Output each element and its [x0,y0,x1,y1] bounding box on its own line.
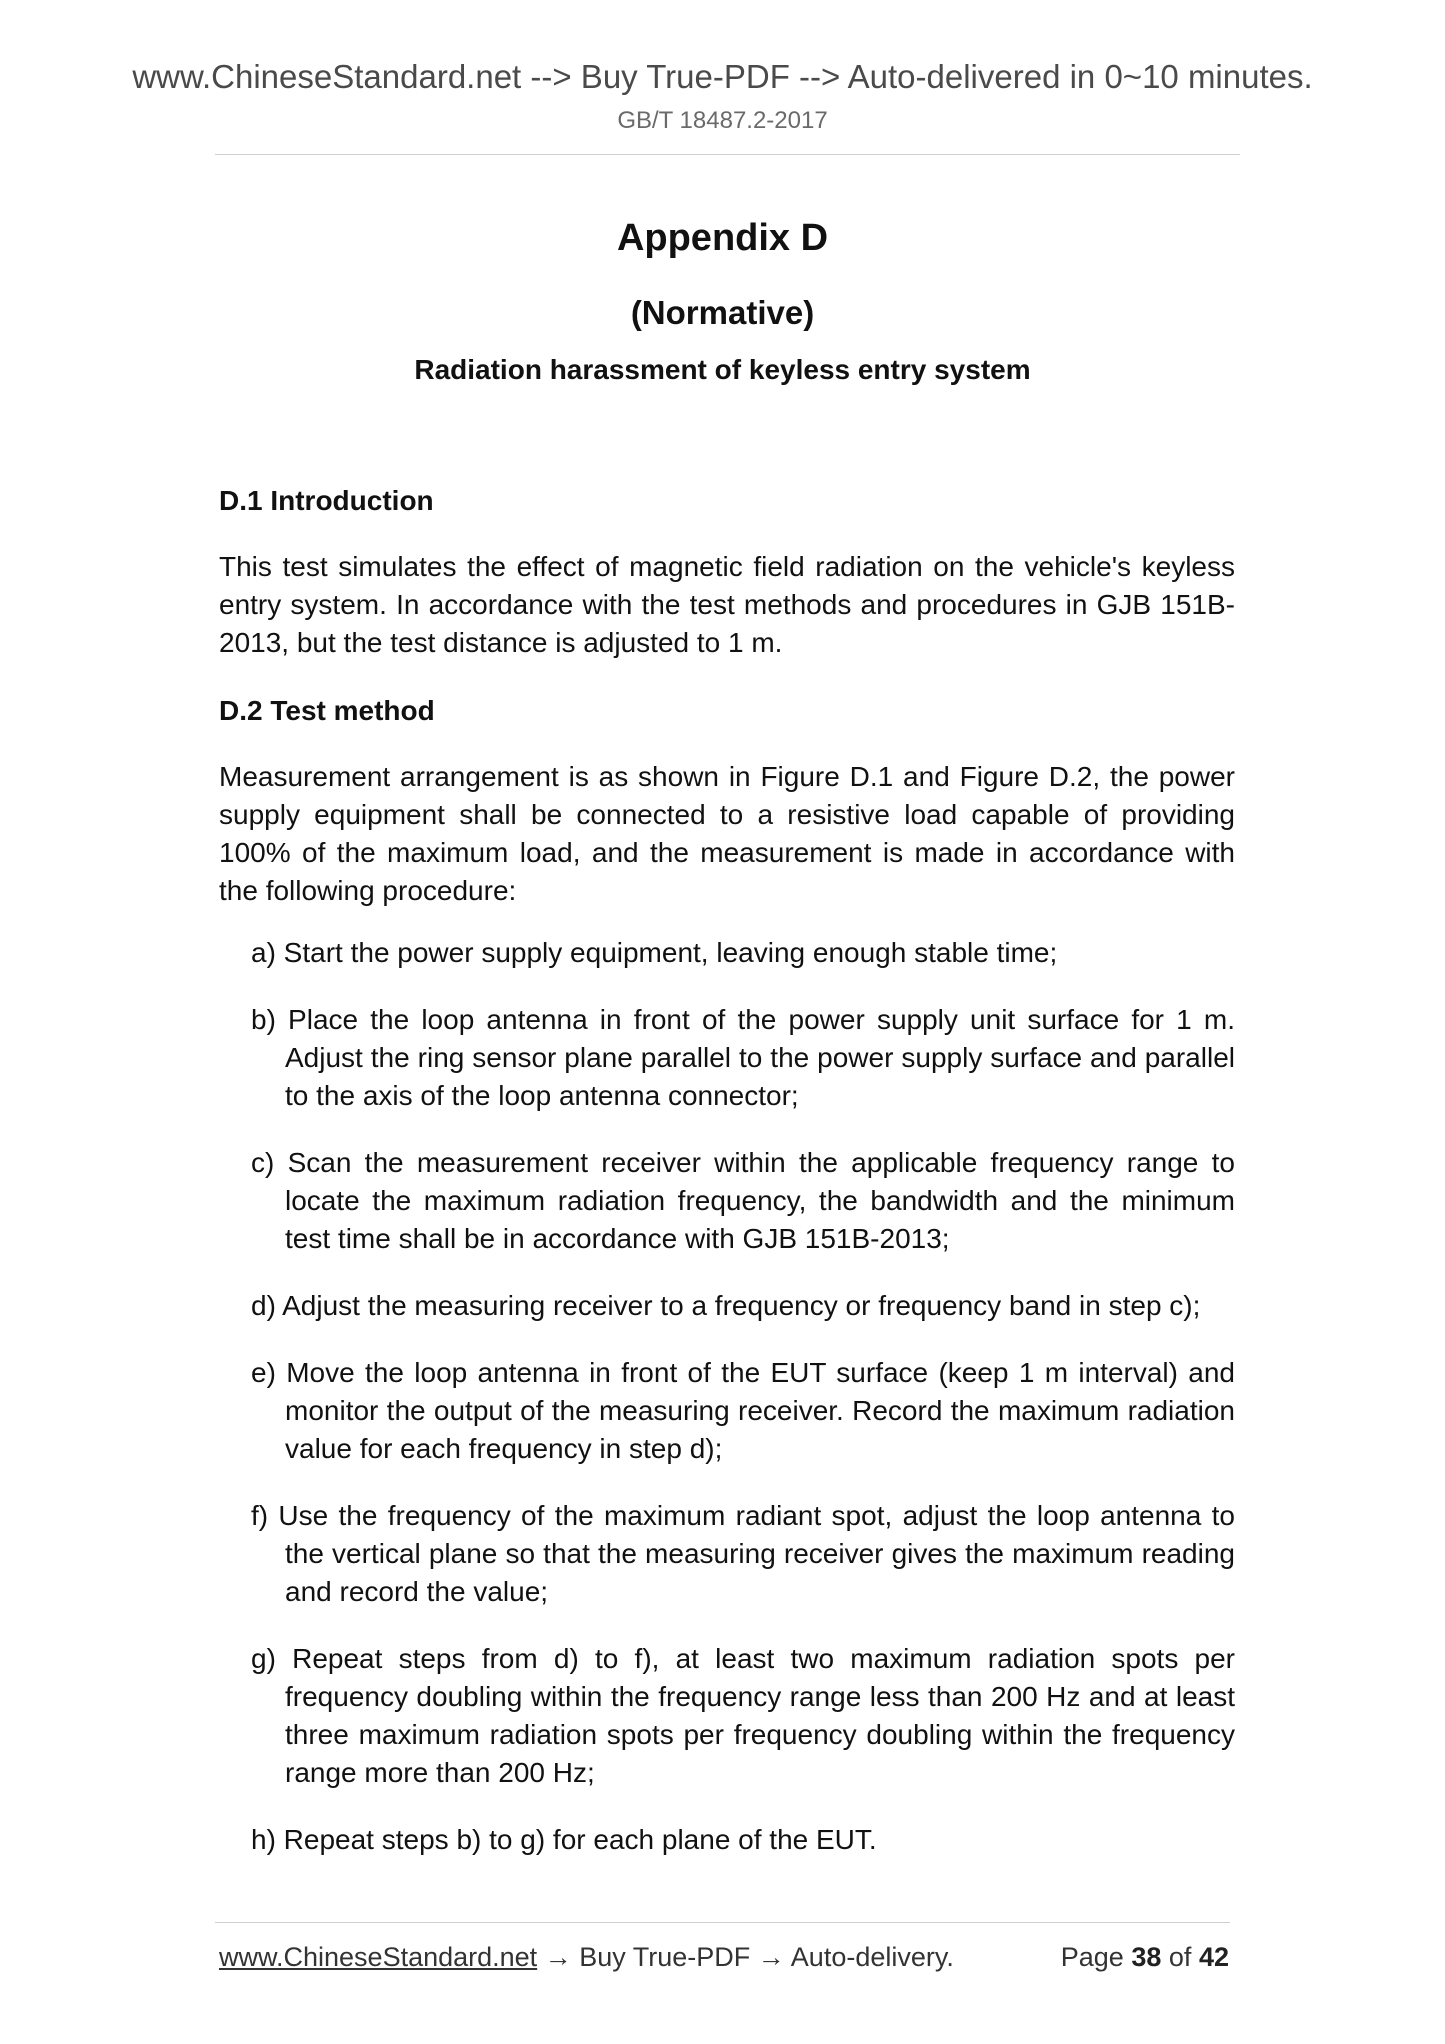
footer-site-link[interactable]: www.ChineseStandard.net [219,1942,538,1972]
footer-divider [215,1922,1230,1923]
of-word: of [1168,1942,1192,1972]
header-divider [215,154,1240,155]
section-heading-d2: D.2 Test method [219,695,435,726]
list-item: a) Start the power supply equipment, leaving enough stable time; [251,937,1058,968]
appendix-subtitle: Radiation harassment of keyless entry system [414,354,1031,385]
main-content [219,482,1235,1859]
arrow-right-icon: → [757,1942,785,1972]
appendix-title: Appendix D [616,217,829,259]
d1-paragraph: This test simulates the effect of magnetic field radiation on the vehicle's keyless entry system. In accordance with the test methods and procedures in GJB 151B-2013, but the test distance is adjusted to 1 m. [219,551,1235,658]
list-item: e) Move the loop antenna in front of the EUT surface (keep 1 m interval) and monitor the output of the measuring receiver. Record the maximum radiation value for each frequency in step d); [251,1357,1235,1464]
page-word: Page [1060,1942,1124,1972]
current-page: 38 [1131,1942,1162,1972]
arrow-right-icon: → [544,1942,572,1972]
footer-buy-text: Buy True-PDF [579,1942,751,1972]
footer-promo [219,1940,954,1974]
list-item: f) Use the frequency of the maximum radiant spot, adjust the loop antenna to the vertical plane so that the measuring receiver gives the maximum reading and record the value; [251,1500,1235,1607]
d2-intro-paragraph: Measurement arrangement is as shown in Figure D.1 and Figure D.2, the power supply equipment shall be connected to a resistive load capable of providing 100% of the maximum load, and the measurement is made in accordance with the following procedure: [219,761,1235,906]
procedure-list [219,934,1235,1859]
list-item: h) Repeat steps b) to g) for each plane of the EUT. [251,1824,877,1855]
list-item: c) Scan the measurement receiver within the applicable frequency range to locate the maximum radiation frequency, the bandwidth and the minimum test time shall be in accordance with GJB 151B-2013; [251,1147,1235,1254]
normative-label: (Normative) [630,294,815,331]
section-heading-d1: D.1 Introduction [219,485,434,516]
list-item: b) Place the loop antenna in front of the power supply unit surface for 1 m. Adjust the ring sensor plane parallel to the power supply surface and parallel to the axis of the loop antenna connector; [251,1004,1235,1111]
total-pages: 42 [1198,1942,1229,1972]
header-banner: www.ChineseStandard.net --> Buy True-PDF --> Auto-delivered in 0~10 minutes. [132,58,1313,95]
list-item: g) Repeat steps from d) to f), at least two maximum radiation spots per frequency doubling within the frequency range less than 200 Hz and at least three maximum radiation spots per frequency doubling within the frequency range more than 200 Hz; [251,1643,1235,1788]
standard-id: GB/T 18487.2-2017 [617,107,828,134]
list-item: d) Adjust the measuring receiver to a frequency or frequency band in step c); [251,1290,1201,1321]
footer-delivery-text: Auto-delivery. [790,1942,954,1972]
page-number [1061,1940,1229,1974]
